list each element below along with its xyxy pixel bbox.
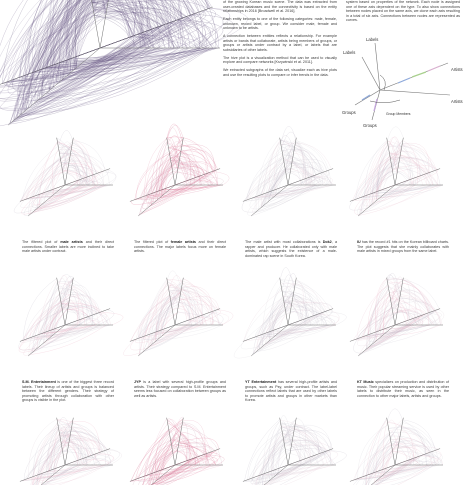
hive-plot-yt-entertainment	[243, 285, 343, 370]
caption-emphasis: Dok2	[322, 240, 332, 244]
diagram-label-groups-bottom: Groups	[363, 123, 377, 128]
caption-emphasis: IU	[357, 240, 361, 244]
caption-sm-entertainment	[22, 380, 114, 403]
caption-male-artists	[22, 240, 114, 254]
diagram-label-group-members: Group Members	[386, 112, 411, 116]
hive-axis-diagram	[340, 35, 470, 130]
caption-prefix: The filtered plot of	[22, 240, 61, 244]
caption-emphasis: KT Music	[357, 380, 374, 384]
method-paragraph: system based on properties of the network. Each node is assigned one of these axis dependent on the type. To also show connections between nodes placed on the same axis, we clone each axis resulting in a total of six axis. Connections between nodes are represented as curves.	[346, 0, 460, 22]
caption-prefix: The filtered plot of	[134, 240, 171, 244]
diagram-label-labels-left: Labels	[343, 50, 356, 55]
hive-plot-iu	[350, 145, 450, 230]
intro-paragraph: We extracted subgraphs of the data set, visualize each as hive plots and use the resulting plots to compare or infer trends in the data.	[223, 68, 337, 77]
caption-rest: and their direct connections. The major labels focus more on female artists.	[134, 240, 226, 253]
caption-rest: has several high-profile artists and groups, such as Psy, under contract. The label-label connections reflect labels that are used by other labels to promote artists and groups in other markets than Korea.	[245, 380, 338, 402]
caption-iu	[357, 240, 449, 254]
caption-dok2	[245, 240, 337, 258]
hive-plot-row3-c	[243, 425, 343, 485]
diagram-label-groups-left: Groups	[342, 110, 356, 115]
caption-rest: is one of the biggest three record labels. Their lineup of artists and groups is balanced between the different genders. Their strategy of promoting artists through collaboration with other groups is visible in the plot.	[22, 380, 114, 402]
hive-plot-female-artists	[130, 145, 230, 230]
caption-emphasis: S.M. Entertainment	[22, 380, 56, 384]
hive-plot-kt-music	[350, 285, 450, 370]
hive-plot-row3-d	[350, 425, 450, 485]
hive-plot-row3-a	[20, 425, 120, 485]
diagram-label-artists-bottom: Artists	[451, 99, 463, 104]
caption-rest: is a label with several high-profile groups and artists. Their strategy compared to S.M. Entertainment seems less focused on collaboration between groups as well as artists.	[134, 380, 226, 398]
intro-paragraph: The hive plot is a visualization method that can be used to visually explore and compare networks [Krzywinski et al. 2011].	[223, 55, 337, 65]
caption-emphasis: YT Entertainment	[245, 380, 277, 384]
caption-rest: , a rapper and producer. He collaborated only with male artists, which suggests the existence of a male-dominated rap scene in South Korea.	[245, 240, 337, 258]
hive-plot-dok2	[243, 145, 343, 230]
main-hive-plot	[0, 0, 215, 130]
intro-paragraph: Each entity belongs to one of the following categories: male, female, unknown, record label, or group. We consider male, female and unknown to be artists.	[223, 17, 337, 31]
diagram-label-labels-top: Labels	[366, 37, 379, 42]
caption-emphasis: JYP	[134, 380, 141, 384]
intro-paragraph: A connection between entities reflects a relationship. For example artists or bands that collaborate, artists being members of groups, or groups or artists under contract by a label, or labels that are subsidiaries of other labels.	[223, 34, 337, 52]
intro-paragraph: of the growing Korean music scene. The data was extracted from user-created databases and the connectivity is based on the entity relationships in 2016 [Broadwell et al. 2016].	[223, 0, 337, 13]
caption-yt-entertainment	[245, 380, 337, 403]
method-text	[346, 0, 460, 26]
caption-jyp	[134, 380, 226, 398]
hive-plot-row3-b	[130, 425, 230, 485]
caption-female-artists	[134, 240, 226, 254]
caption-emphasis: female artists	[170, 240, 196, 244]
caption-emphasis: male artists	[60, 240, 83, 244]
caption-rest: and their direct connections. Smaller labels are more inclined to take male artists under contract.	[22, 240, 115, 253]
caption-rest: has the record #1 hits on the Korean billboard charts. The plot suggests that she mainly collaborates with male artists in mixed groups from the same label.	[357, 240, 449, 253]
hive-plot-male-artists	[20, 145, 120, 230]
caption-kt-music	[357, 380, 449, 398]
caption-prefix: The male artist with most collaborations is	[245, 240, 323, 244]
intro-text	[223, 0, 337, 81]
hive-plot-jyp	[130, 285, 230, 370]
hive-plot-sm-entertainment	[20, 285, 120, 370]
diagram-label-artists-top: Artists	[451, 67, 463, 72]
caption-rest: specializes on production and distribution of music. Their popular streaming service is used by other labels to distribute their music, as seen in the connection to other major labels, artists and groups.	[357, 380, 449, 398]
